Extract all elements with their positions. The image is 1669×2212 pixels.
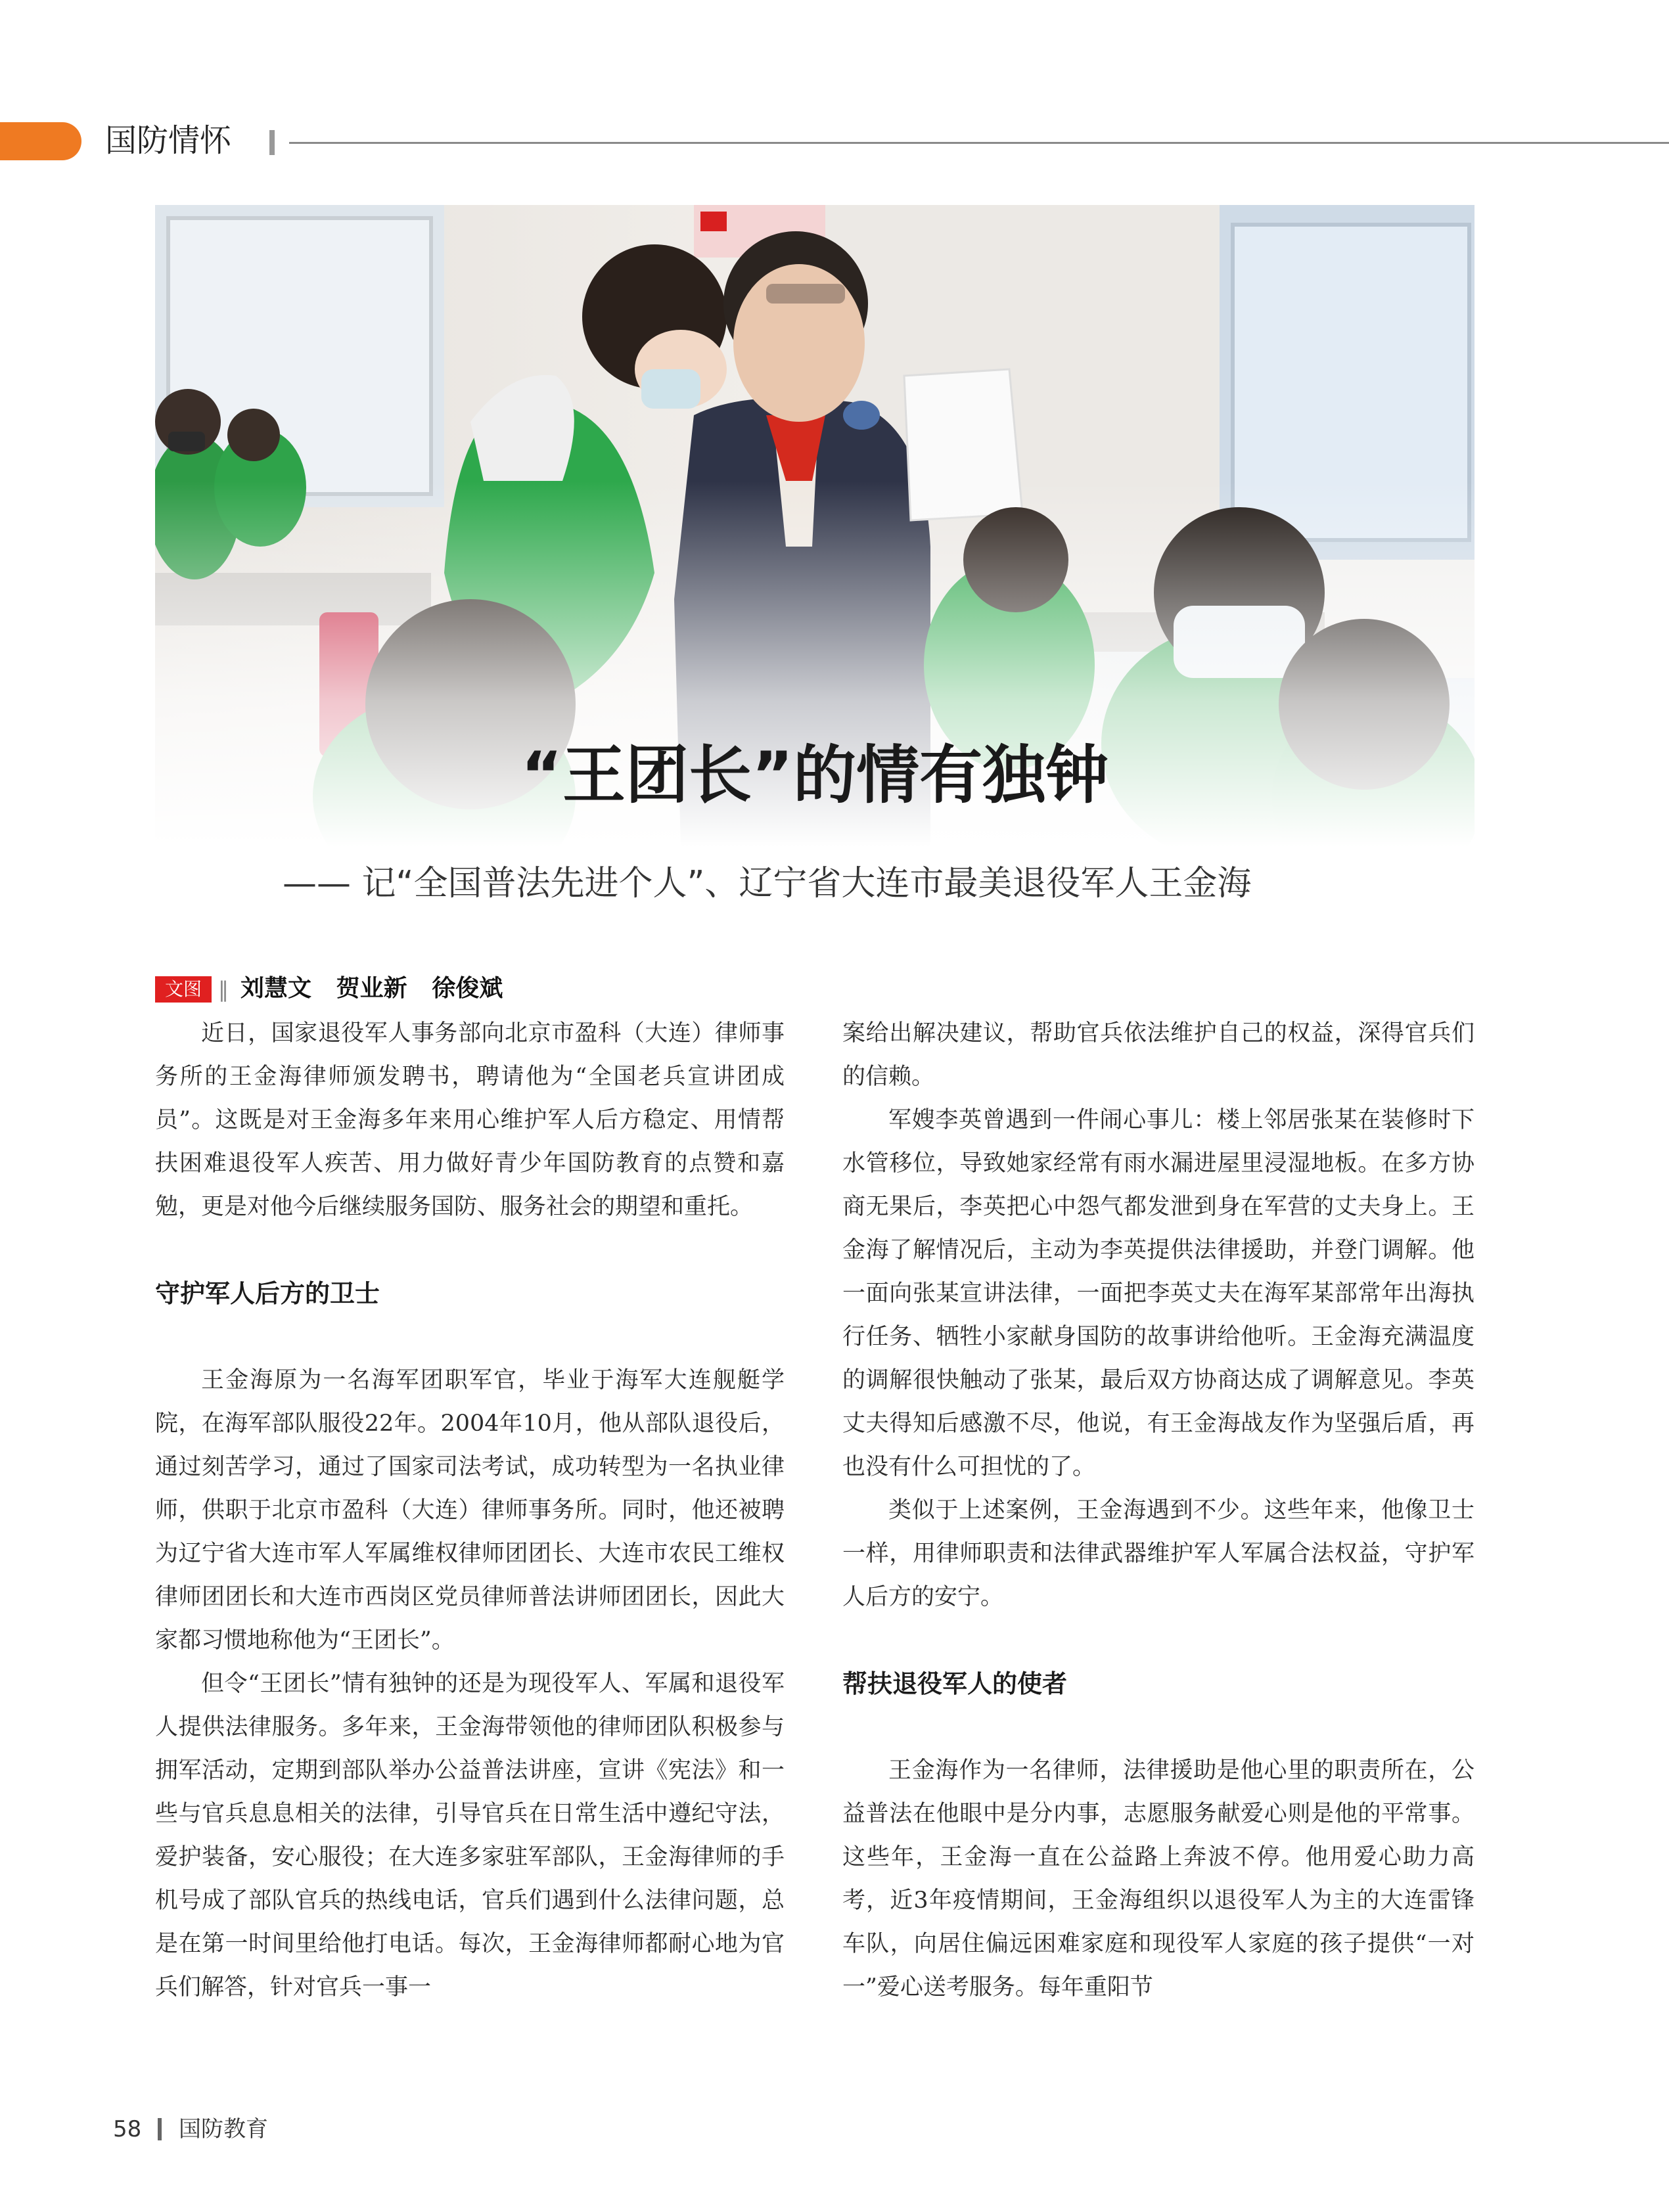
paragraph: 军嫂李英曾遇到一件闹心事儿：楼上邻居张某在装修时下水管移位，导致她家经常有雨水漏进屋里浸湿地板。在多方协商无果后，李英把心中怨气都发泄到身在军营的丈夫身上。王金海了解情况后，主动为李英提供法律援助，并登门调解。他一面向张某宣讲法律，一面把李英丈夫在海军某部常年出海执行任务、牺牲小家献身国防的故事讲给他听。王金海充满温度的调解很快触动了张某，最后双方协商达成了调解意见。李英丈夫得知后感激不尽，他说，有王金海战友作为坚强后盾，再也没有什么可担忧的了。	[842, 1107, 1475, 1480]
credit-label: 文图	[155, 976, 212, 1003]
section-heading: 守护军人后方的卫士	[155, 1279, 380, 1308]
header-rule	[289, 142, 1669, 144]
page-number: 58	[113, 2116, 142, 2142]
article-title: “王团长”的情有独钟	[520, 738, 1109, 812]
credit-separator: ‖	[218, 977, 229, 1002]
magazine-name: 国防教育	[179, 2116, 268, 2142]
paragraph: 近日，国家退役军人事务部向北京市盈科（大连）律师事务所的王金海律师颁发聘书，聘请他为“全国老兵宣讲团成员”。这既是对王金海多年来用心维护军人后方稳定、用情帮扶困难退役军人疾苦、用力做好青少年国防教育的点赞和嘉勉，更是对他今后继续服务国防、服务社会的期望和重托。	[155, 1020, 785, 1220]
section-title: 国防情怀	[105, 122, 232, 159]
section-title-divider	[269, 130, 275, 155]
paragraph: 王金海作为一名律师，法律援助是他心里的职责所在，公益普法在他眼中是分内事，志愿服务献爱心则是他的平常事。这些年，王金海一直在公益路上奔波不停。他用爱心助力高考，近3年疫情期间，王金海组织以退役军人为主的大连雷锋车队，向居住偏远困难家庭和现役军人家庭的孩子提供“一对一”爱心送考服务。每年重阳节	[842, 1757, 1475, 2000]
section-tab-accent	[0, 122, 81, 160]
paragraph: 类似于上述案例，王金海遇到不少。这些年来，他像卫士一样，用律师职责和法律武器维护军人军属合法权益，守护军人后方的安宁。	[842, 1497, 1475, 1610]
left-column	[155, 1012, 785, 2009]
authors: 刘慧文 贺业新 徐俊斌	[240, 975, 503, 1002]
footer-divider	[158, 2118, 162, 2140]
paragraph: 但令“王团长”情有独钟的还是为现役军人、军属和退役军人提供法律服务。多年来，王金海带领他的律师团队积极参与拥军活动，定期到部队举办公益普法讲座，宣讲《宪法》和一些与官兵息息相关的法律，引导官兵在日常生活中遵纪守法，爱护装备，安心服役；在大连多家驻军部队，王金海律师的手机号成了部队官兵的热线电话，官兵们遇到什么法律问题，总是在第一时间里给他打电话。每次，王金海律师都耐心地为官兵们解答，针对官兵一事一	[155, 1671, 785, 2000]
paragraph: 王金海原为一名海军团职军官，毕业于海军大连舰艇学院，在海军部队服役22年。2004年10月，他从部队退役后，通过刻苦学习，通过了国家司法考试，成功转型为一名执业律师，供职于北京市盈科（大连）律师事务所。同时，他还被聘为辽宁省大连市军人军属维权律师团团长、大连市农民工维权律师团团长和大连市西岗区党员律师普法讲师团团长，因此大家都习惯地称他为“王团长”。	[155, 1367, 785, 1654]
right-column	[842, 1012, 1475, 2009]
paragraph: 案给出解决建议，帮助官兵依法维护自己的权益，深得官兵们的信赖。	[842, 1020, 1475, 1090]
article-subtitle: —— 记“全国普法先进个人”、辽宁省大连市最美退役军人王金海	[283, 864, 1252, 903]
section-heading: 帮扶退役军人的使者	[842, 1669, 1068, 1698]
